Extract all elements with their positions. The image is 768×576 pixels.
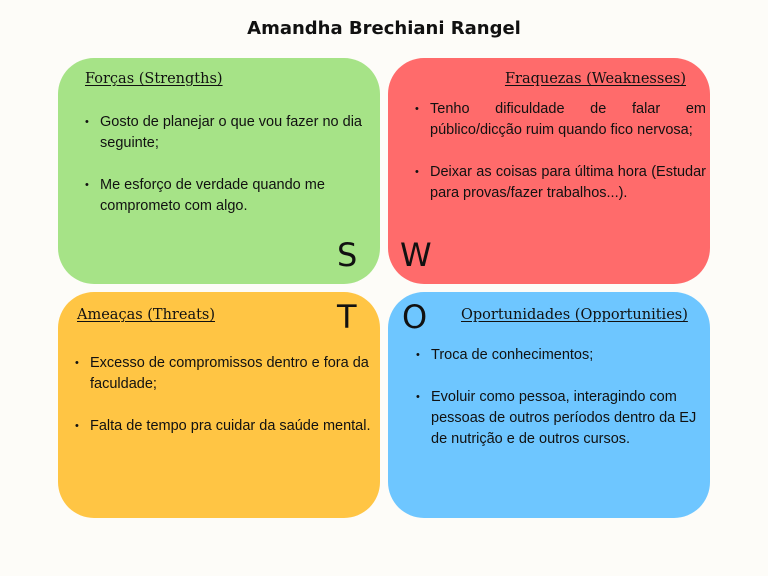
threats-letter: T: [337, 298, 357, 336]
opportunities-list: [419, 345, 699, 471]
weaknesses-heading: Fraquezas (Weaknesses): [504, 71, 686, 87]
list-item: • Falta de tempo pra cuidar da saúde mental.: [78, 416, 374, 437]
list-item: • Me esforço de verdade quando me comprometo com algo.: [88, 175, 368, 217]
list-item: • Evoluir como pessoa, interagindo com pessoas de outros períodos dentro da EJ de nutrição e de outros cursos.: [419, 387, 699, 450]
strengths-letter: S: [337, 236, 358, 274]
strengths-heading: Forças (Strengths): [85, 71, 223, 87]
weaknesses-quadrant: [388, 58, 710, 284]
list-item: • Troca de conhecimentos;: [419, 345, 699, 366]
strengths-quadrant: [58, 58, 380, 284]
opportunities-quadrant: [388, 292, 710, 518]
weaknesses-letter: W: [400, 236, 432, 274]
list-item: • Tenho dificuldade de falar em público/dicção ruim quando fico nervosa;: [418, 99, 706, 141]
list-item: • Gosto de planejar o que vou fazer no dia seguinte;: [88, 112, 368, 154]
list-item: • Deixar as coisas para última hora (Estudar para provas/fazer trabalhos...).: [418, 162, 706, 204]
threats-quadrant: [58, 292, 380, 518]
weaknesses-list: [418, 99, 706, 225]
opportunities-heading: Oportunidades (Opportunities): [461, 307, 688, 323]
list-item: • Excesso de compromissos dentro e fora da faculdade;: [78, 353, 374, 395]
page-title: Amandha Brechiani Rangel: [247, 18, 521, 39]
threats-heading: Ameaças (Threats): [77, 307, 216, 323]
strengths-list: [88, 112, 368, 238]
opportunities-letter: O: [402, 298, 428, 336]
threats-list: [78, 353, 374, 458]
